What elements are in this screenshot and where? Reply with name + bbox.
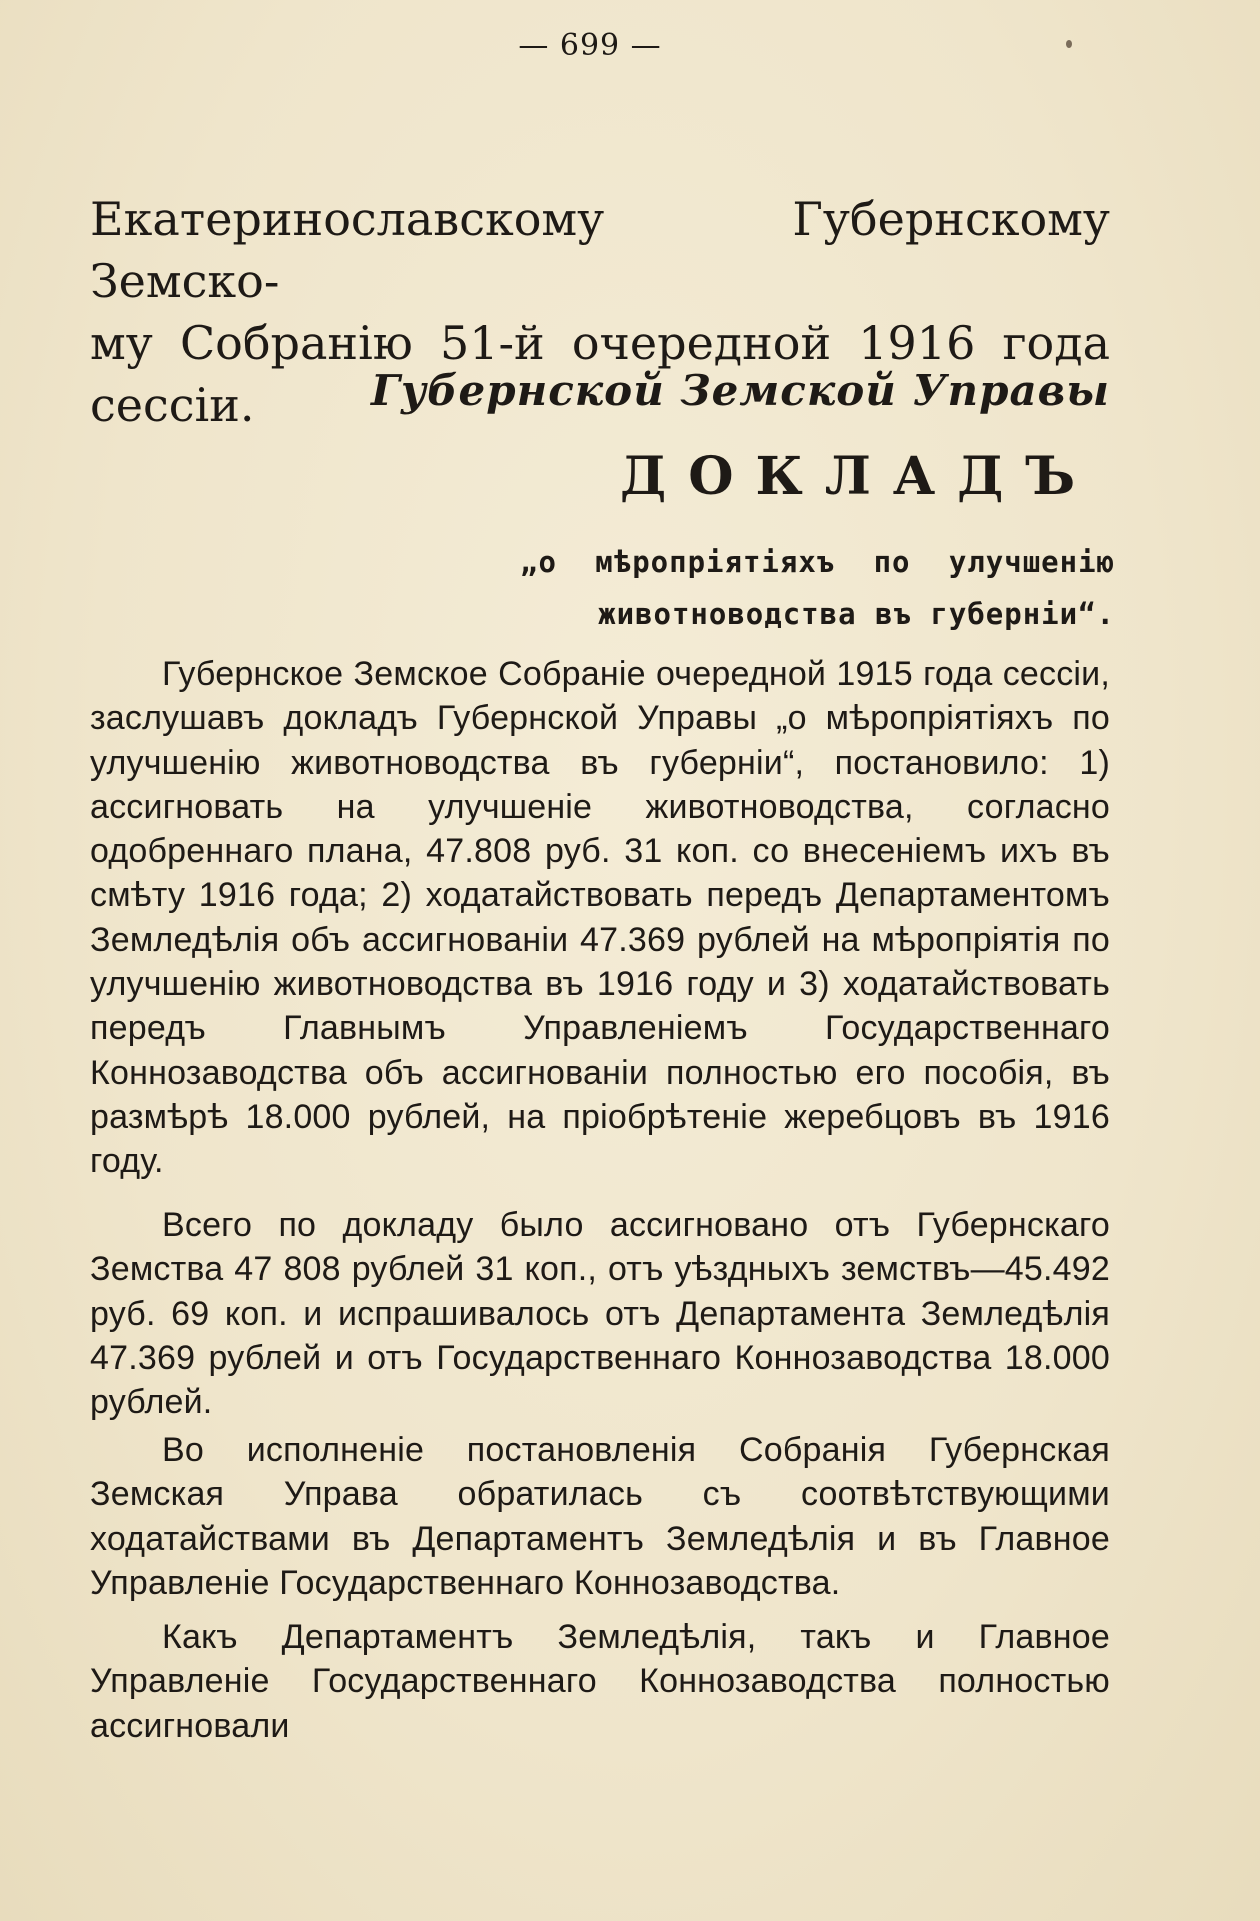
paragraph-text: Какъ Департаментъ Земледѣлія, такъ и Главное Управленіе Государственнаго Коннозаводства полностью ассигновали <box>90 1618 1110 1745</box>
title-line-2: му Собранію 51-й очередной 1916 года сессіи. <box>90 316 1110 432</box>
body-paragraph-3 <box>90 1428 1110 1605</box>
paragraph-text: Губернское Земское Собраніе очередной 1915 года сессіи, заслушавъ докладъ Губернской Управы „о мѣропріятіяхъ по улучшенію животноводства въ губерніи“, постановило: 1) ассигновать на улучшеніе животноводства, согласно одобреннаго плана, 47.808 руб. 31 коп. со внесеніемъ ихъ въ смѣту 1916 года; 2) ходатайствовать передъ Департаментомъ Земледѣлія объ ассигнованіи 47.369 рублей на мѣропріятія по улучшенію животноводства въ 1916 году и 3) ходатайствовать передъ Главнымъ Управленіемъ Государственнаго Коннозаводства объ ассигнованіи полностью его пособія, въ размѣрѣ 18.000 рублей, на пріобрѣтеніе жеребцовъ въ 1916 году. <box>90 655 1110 1181</box>
page-number: — 699 — <box>518 28 662 63</box>
report-heading: ДОКЛАДЪ <box>620 446 1098 507</box>
topic-line-1: „о мѣропріятіяхъ по улучшенію <box>520 545 1115 579</box>
paragraph-text: Во исполненіе постановленія Собранія Губернская Земская Управа обратилась съ соотвѣтствующими ходатайствами въ Департаментъ Земледѣлія и въ Главное Управленіе Государственнаго Коннозаводства. <box>90 1431 1110 1602</box>
subtitle: Губернской Земской Управы <box>371 366 1110 415</box>
report-topic <box>520 536 1115 640</box>
body-paragraph-1 <box>90 652 1110 1184</box>
body-paragraph-2 <box>90 1203 1110 1424</box>
title-line-1: Екатеринославскому Губернскому Земско- <box>90 192 1110 308</box>
ink-mark <box>1066 40 1072 48</box>
topic-line-2: животноводства въ губерніи“. <box>598 597 1115 631</box>
body-paragraph-4 <box>90 1615 1110 1748</box>
paragraph-text: Всего по докладу было ассигновано отъ Губернскаго Земства 47 808 рублей 31 коп., отъ уѣздныхъ земствъ—45.492 руб. 69 коп. и испрашивалось отъ Департамента Земледѣлія 47.369 рублей и отъ Государственнаго Коннозаводства 18.000 рублей. <box>90 1206 1110 1422</box>
